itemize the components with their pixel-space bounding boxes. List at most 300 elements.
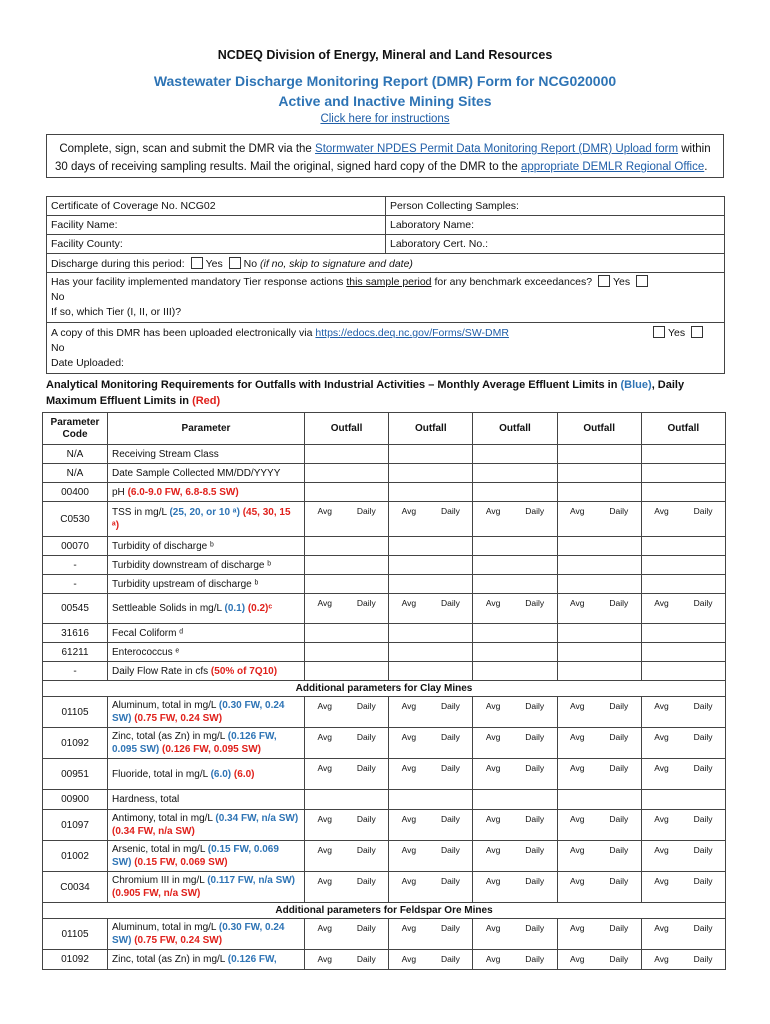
outfall-entry-cell[interactable] (557, 575, 641, 594)
table-row (43, 810, 726, 841)
section-subheading-row (43, 903, 726, 919)
outfall-entry-cell[interactable] (641, 464, 725, 483)
outfall-entry-cell[interactable] (557, 594, 641, 624)
outfall-entry-cell[interactable] (641, 950, 725, 970)
table-row (43, 575, 726, 594)
daily-label: Daily (441, 763, 460, 773)
parameter-code: N/A (43, 464, 108, 483)
outfall-entry-cell[interactable] (641, 537, 725, 556)
section-subheading: Additional parameters for Clay Mines (43, 681, 726, 697)
outfall-entry-cell[interactable] (305, 790, 389, 810)
daily-label: Daily (525, 845, 545, 855)
daily-label: Daily (693, 845, 713, 855)
outfall-entry-cell[interactable] (557, 643, 641, 662)
outfall-entry-cell[interactable] (305, 919, 389, 950)
daily-label: Daily (693, 763, 713, 773)
parameter-cell (108, 594, 305, 624)
daily-label: Daily (609, 763, 629, 773)
daily-max-limit: (0.75 FW, 0.24 SW) (134, 713, 223, 724)
table-row (43, 464, 726, 483)
avg-label: Avg (654, 814, 669, 824)
avg-label: Avg (654, 598, 669, 608)
avg-label: Avg (485, 876, 501, 886)
outfall-entry-cell[interactable] (389, 790, 473, 810)
outfall-entry-cell[interactable] (641, 697, 725, 728)
avg-label: Avg (317, 845, 332, 855)
upload-no-checkbox[interactable] (691, 326, 703, 338)
edocs-link[interactable]: https://edocs.deq.nc.gov/Forms/SW-DMR (315, 327, 509, 339)
outfall-entry-cell[interactable] (557, 872, 641, 903)
monthly-limit: (0.126 FW, 0.095 SW) (112, 731, 277, 755)
discharge-row: Discharge during this period: Yes No (if no, skip to signature and date) (47, 254, 725, 273)
daily-label: Daily (356, 954, 376, 964)
tier-which-field[interactable]: If so, which Tier (I, II, or III)? (51, 306, 182, 318)
daily-label: Daily (609, 845, 629, 855)
table-row (43, 624, 726, 643)
parameter-cell (108, 556, 305, 575)
lab-cert-field[interactable]: Laboratory Cert. No.: (386, 235, 725, 254)
outfall-entry-cell[interactable] (473, 728, 557, 759)
daily-label: Daily (356, 701, 376, 711)
avg-label: Avg (401, 506, 417, 516)
tier-yes-checkbox[interactable] (598, 275, 610, 287)
daily-label: Daily (693, 954, 713, 964)
outfall-entry-cell[interactable] (389, 502, 473, 537)
outfall-entry-cell[interactable] (389, 697, 473, 728)
daily-max-limit: (6.0-9.0 FW, 6.8-8.5 SW) (127, 486, 239, 498)
avg-label: Avg (485, 732, 501, 742)
parameter-cell (108, 950, 305, 970)
outfall-entry-cell[interactable] (641, 445, 725, 464)
parameter-label: TSS in mg/L (112, 507, 170, 518)
avg-label: Avg (485, 845, 501, 855)
monthly-limit: (0.15 FW, 0.069 SW) (112, 844, 279, 868)
outfall-entry-cell[interactable] (473, 810, 557, 841)
avg-label: Avg (570, 845, 585, 855)
daily-label: Daily (525, 506, 545, 516)
outfall-entry-cell[interactable] (389, 919, 473, 950)
parameter-cell (108, 872, 305, 903)
parameter-code: 00900 (43, 790, 108, 810)
table-row (43, 790, 726, 810)
avg-label: Avg (401, 814, 417, 824)
avg-label: Avg (401, 876, 417, 886)
facility-info-table (46, 196, 725, 374)
outfall-entry-cell[interactable] (473, 790, 557, 810)
outfall-entry-cell[interactable] (473, 697, 557, 728)
outfall-entry-cell[interactable] (473, 950, 557, 970)
table-row (43, 841, 726, 872)
avg-label: Avg (485, 506, 501, 516)
outfall-entry-cell[interactable] (641, 594, 725, 624)
coverage-field[interactable]: Certificate of Coverage No. NCG02 (47, 197, 386, 216)
parameter-code: 00951 (43, 759, 108, 790)
avg-label: Avg (401, 598, 417, 608)
parameter-cell (108, 697, 305, 728)
outfall-entry-cell[interactable] (641, 872, 725, 903)
avg-label: Avg (654, 506, 669, 516)
upload-row: A copy of this DMR has been uploaded electronically via https://edocs.deq.nc.gov/Forms/SW-DMR Yes No Date Uploaded: (47, 323, 725, 374)
parameter-code: 01105 (43, 919, 108, 950)
outfall-entry-cell[interactable] (389, 872, 473, 903)
outfall-entry-cell[interactable] (641, 790, 725, 810)
outfall-entry-cell[interactable] (305, 445, 389, 464)
outfall-entry-cell[interactable] (473, 575, 557, 594)
monthly-limit: (0.30 FW, 0.24 SW) (112, 700, 285, 724)
daily-label: Daily (609, 954, 629, 964)
outfall-entry-cell[interactable] (305, 872, 389, 903)
outfall-entry-cell[interactable] (641, 575, 725, 594)
daily-label: Daily (356, 876, 376, 886)
avg-label: Avg (570, 506, 585, 516)
outfall-entry-cell[interactable] (305, 575, 389, 594)
tier-row: Has your facility implemented mandatory Tier response actions this sample period for any benchmark exceedances? Yes No If so, which Tier (I, II, or III)? (47, 273, 725, 323)
outfall-entry-cell[interactable] (305, 556, 389, 575)
daily-label: Daily (441, 506, 460, 516)
monthly-limit: (0.117 FW, n/a SW) (207, 875, 296, 886)
avg-label: Avg (485, 814, 501, 824)
daily-label: Daily (693, 923, 713, 933)
outfall-entry-cell[interactable] (641, 483, 725, 502)
outfall-entry-cell[interactable] (557, 445, 641, 464)
outfall-entry-cell[interactable] (557, 537, 641, 556)
parameter-label: Aluminum, total in mg/L (112, 700, 219, 711)
outfall-entry-cell[interactable] (389, 464, 473, 483)
monthly-limit: (0.1) (224, 603, 248, 614)
avg-label: Avg (654, 954, 669, 964)
outfall-entry-cell[interactable] (305, 950, 389, 970)
avg-label: Avg (317, 763, 332, 773)
table-row (43, 556, 726, 575)
outfall-entry-cell[interactable] (305, 537, 389, 556)
upload-yes-checkbox[interactable] (653, 326, 665, 338)
daily-label: Daily (441, 845, 460, 855)
form-subtitle: Active and Inactive Mining Sites (278, 93, 492, 109)
outfall-entry-cell[interactable] (389, 759, 473, 790)
outfall-entry-cell[interactable] (557, 624, 641, 643)
col-outfall-4[interactable]: Outfall (557, 413, 641, 445)
outfall-entry-cell[interactable] (473, 841, 557, 872)
daily-label: Daily (525, 814, 545, 824)
parameter-cell (108, 624, 305, 643)
monthly-limit: (0.30 FW, 0.24 SW) (112, 922, 285, 946)
outfall-entry-cell[interactable] (641, 624, 725, 643)
parameter-code: 01105 (43, 697, 108, 728)
parameter-label: Enterococcus ᵉ (112, 646, 180, 658)
daily-label: Daily (609, 506, 629, 516)
daily-label: Daily (609, 598, 629, 608)
parameter-code: - (43, 575, 108, 594)
parameter-label: Arsenic, total in mg/L (112, 844, 208, 855)
col-outfall-3[interactable]: Outfall (473, 413, 557, 445)
parameter-code: 61211 (43, 643, 108, 662)
outfall-entry-cell[interactable] (473, 483, 557, 502)
parameter-cell (108, 919, 305, 950)
avg-label: Avg (570, 732, 585, 742)
facility-name-field[interactable]: Facility Name: (47, 216, 386, 235)
parameter-cell (108, 502, 305, 537)
notice-box: Complete, sign, scan and submit the DMR via the Stormwater NPDES Permit Data Monitoring Report (DMR) Upload form within 30 days of receiving sampling results. Mail the original, signed hard copy of the DMR to the appropriate DEMLR Regional Office. (46, 134, 724, 178)
outfall-entry-cell[interactable] (557, 950, 641, 970)
outfall-entry-cell[interactable] (305, 594, 389, 624)
parameter-cell (108, 810, 305, 841)
outfall-entry-cell[interactable] (389, 643, 473, 662)
avg-label: Avg (485, 954, 501, 964)
outfall-entry-cell[interactable] (473, 464, 557, 483)
daily-label: Daily (441, 732, 460, 742)
monthly-limit: (25, 20, or 10 ᵃ) (169, 507, 243, 518)
outfall-entry-cell[interactable] (305, 502, 389, 537)
section-subheading: Additional parameters for Feldspar Ore Mines (43, 903, 726, 919)
parameter-code: 01097 (43, 810, 108, 841)
outfall-entry-cell[interactable] (557, 502, 641, 537)
avg-label: Avg (317, 732, 332, 742)
daily-label: Daily (525, 598, 545, 608)
date-uploaded-field[interactable]: Date Uploaded: (51, 357, 124, 369)
avg-label: Avg (570, 923, 585, 933)
parameter-label: Zinc, total (as Zn) in mg/L (112, 954, 228, 965)
discharge-no-checkbox[interactable] (229, 257, 241, 269)
col-outfall-1[interactable]: Outfall (305, 413, 389, 445)
monitoring-table (42, 412, 726, 970)
daily-max-limit: (0.2)ᶜ (247, 603, 273, 614)
daily-label: Daily (609, 732, 629, 742)
section-heading: Analytical Monitoring Requirements for Outfalls with Industrial Activities – Monthly Average Effluent Limits in (Blue), Daily Maximum Effluent Limits in (Red) (46, 379, 685, 407)
table-row (43, 445, 726, 464)
outfall-entry-cell[interactable] (305, 662, 389, 681)
avg-label: Avg (317, 598, 332, 608)
table-row (43, 728, 726, 759)
monthly-limit: (0.126 FW, (227, 954, 277, 965)
parameter-cell (108, 759, 305, 790)
outfall-entry-cell[interactable] (305, 759, 389, 790)
daily-label: Daily (441, 598, 460, 608)
table-row (43, 643, 726, 662)
avg-label: Avg (485, 701, 501, 711)
avg-label: Avg (317, 506, 332, 516)
outfall-entry-cell[interactable] (473, 502, 557, 537)
outfall-entry-cell[interactable] (389, 575, 473, 594)
regional-office-link[interactable]: appropriate DEMLR Regional Office (521, 161, 705, 173)
daily-max-limit: (45, 30, 15 ᵃ) (112, 507, 291, 531)
outfall-entry-cell[interactable] (305, 483, 389, 502)
outfall-entry-cell[interactable] (305, 464, 389, 483)
outfall-entry-cell[interactable] (305, 697, 389, 728)
parameter-label: Daily Flow Rate in cfs (112, 665, 211, 677)
monthly-limit: (6.0) (210, 768, 234, 780)
outfall-entry-cell[interactable] (473, 624, 557, 643)
outfall-entry-cell[interactable] (305, 728, 389, 759)
avg-label: Avg (570, 876, 585, 886)
outfall-entry-cell[interactable] (473, 643, 557, 662)
parameter-code: N/A (43, 445, 108, 464)
daily-label: Daily (441, 701, 460, 711)
daily-label: Daily (525, 732, 545, 742)
col-outfall-5[interactable]: Outfall (641, 413, 725, 445)
col-parameter-code: Parameter Code (43, 413, 108, 445)
outfall-entry-cell[interactable] (557, 464, 641, 483)
daily-label: Daily (525, 954, 545, 964)
parameter-code: 00400 (43, 483, 108, 502)
outfall-entry-cell[interactable] (557, 759, 641, 790)
outfall-entry-cell[interactable] (389, 556, 473, 575)
parameter-cell (108, 483, 305, 502)
instructions-link[interactable]: Click here for instructions (320, 113, 450, 125)
outfall-entry-cell[interactable] (305, 643, 389, 662)
daily-label: Daily (609, 701, 629, 711)
table-row (43, 483, 726, 502)
outfall-entry-cell[interactable] (557, 728, 641, 759)
outfall-entry-cell[interactable] (557, 841, 641, 872)
outfall-entry-cell[interactable] (473, 872, 557, 903)
section-subheading-row (43, 681, 726, 697)
daily-label: Daily (693, 598, 713, 608)
parameter-cell (108, 643, 305, 662)
daily-label: Daily (441, 954, 460, 964)
outfall-entry-cell[interactable] (641, 759, 725, 790)
parameter-code: 01002 (43, 841, 108, 872)
outfall-entry-cell[interactable] (557, 483, 641, 502)
col-outfall-2[interactable]: Outfall (389, 413, 473, 445)
parameter-cell (108, 445, 305, 464)
avg-label: Avg (485, 763, 501, 773)
parameter-cell (108, 464, 305, 483)
outfall-entry-cell[interactable] (473, 556, 557, 575)
monthly-limit: (0.34 FW, n/a SW) (215, 813, 299, 824)
outfall-entry-cell[interactable] (389, 950, 473, 970)
outfall-entry-cell[interactable] (473, 759, 557, 790)
parameter-label: Settleable Solids in mg/L (112, 603, 225, 614)
avg-label: Avg (570, 763, 585, 773)
avg-label: Avg (485, 923, 501, 933)
discharge-yes-checkbox[interactable] (191, 257, 203, 269)
avg-label: Avg (485, 598, 501, 608)
parameter-cell (108, 790, 305, 810)
outfall-entry-cell[interactable] (641, 502, 725, 537)
parameter-label: Date Sample Collected MM/DD/YYYY (112, 467, 281, 479)
daily-max-limit: (0.34 FW, n/a SW) (112, 826, 195, 837)
avg-label: Avg (570, 701, 585, 711)
outfall-entry-cell[interactable] (641, 556, 725, 575)
parameter-label: Chromium III in mg/L (112, 875, 208, 886)
outfall-entry-cell[interactable] (473, 445, 557, 464)
parameter-code: 00545 (43, 594, 108, 624)
daily-label: Daily (693, 814, 713, 824)
daily-label: Daily (441, 923, 460, 933)
daily-label: Daily (356, 732, 376, 742)
outfall-entry-cell[interactable] (305, 810, 389, 841)
parameter-code: 00070 (43, 537, 108, 556)
outfall-entry-cell[interactable] (305, 841, 389, 872)
outfall-entry-cell[interactable] (557, 697, 641, 728)
daily-label: Daily (356, 506, 376, 516)
outfall-entry-cell[interactable] (389, 624, 473, 643)
table-row (43, 502, 726, 537)
collector-field[interactable]: Person Collecting Samples: (386, 197, 725, 216)
table-row (43, 950, 726, 970)
daily-label: Daily (525, 763, 545, 773)
table-row (43, 759, 726, 790)
parameter-label: Hardness, total (112, 794, 180, 805)
avg-label: Avg (570, 954, 585, 964)
daily-label: Daily (356, 814, 376, 824)
parameter-cell (108, 662, 305, 681)
outfall-entry-cell[interactable] (389, 594, 473, 624)
daily-label: Daily (609, 923, 629, 933)
parameter-code: 01092 (43, 728, 108, 759)
outfall-entry-cell[interactable] (557, 810, 641, 841)
outfall-entry-cell[interactable] (641, 728, 725, 759)
outfall-entry-cell[interactable] (389, 445, 473, 464)
parameter-label: Fluoride, total in mg/L (112, 768, 211, 780)
outfall-entry-cell[interactable] (389, 483, 473, 502)
county-field[interactable]: Facility County: (47, 235, 386, 254)
lab-name-field[interactable]: Laboratory Name: (386, 216, 725, 235)
avg-label: Avg (654, 923, 669, 933)
outfall-entry-cell[interactable] (473, 919, 557, 950)
daily-max-limit: (0.126 FW, 0.095 SW) (162, 744, 261, 755)
avg-label: Avg (401, 845, 417, 855)
outfall-entry-cell[interactable] (557, 662, 641, 681)
outfall-entry-cell[interactable] (389, 537, 473, 556)
outfall-entry-cell[interactable] (473, 594, 557, 624)
parameter-label: Aluminum, total in mg/L (112, 922, 219, 933)
avg-label: Avg (317, 954, 332, 964)
outfall-entry-cell[interactable] (641, 662, 725, 681)
outfall-entry-cell[interactable] (389, 810, 473, 841)
form-title: Wastewater Discharge Monitoring Report (DMR) Form for NCG020000 (153, 73, 617, 89)
parameter-label: Zinc, total (as Zn) in mg/L (112, 731, 228, 742)
avg-label: Avg (401, 923, 417, 933)
outfall-entry-cell[interactable] (641, 643, 725, 662)
table-row (43, 594, 726, 624)
outfall-entry-cell[interactable] (557, 556, 641, 575)
outfall-entry-cell[interactable] (389, 662, 473, 681)
outfall-entry-cell[interactable] (389, 728, 473, 759)
daily-label: Daily (693, 732, 713, 742)
parameter-cell (108, 537, 305, 556)
parameter-label: Fecal Coliform ᵈ (112, 627, 184, 639)
avg-label: Avg (654, 876, 669, 886)
upload-form-link[interactable]: Stormwater NPDES Permit Data Monitoring Report (DMR) Upload form (315, 143, 679, 155)
daily-max-limit: (50% of 7Q10) (210, 665, 278, 677)
outfall-entry-cell[interactable] (641, 919, 725, 950)
parameter-label: Antimony, total in mg/L (112, 813, 216, 824)
agency-name: NCDEQ Division of Energy, Mineral and Land Resources (217, 48, 553, 62)
outfall-entry-cell[interactable] (557, 790, 641, 810)
parameter-label: Turbidity upstream of discharge ᵇ (112, 578, 259, 590)
tier-no-checkbox[interactable] (636, 275, 648, 287)
outfall-entry-cell[interactable] (389, 841, 473, 872)
outfall-entry-cell[interactable] (557, 919, 641, 950)
outfall-entry-cell[interactable] (473, 537, 557, 556)
daily-label: Daily (441, 814, 460, 824)
daily-max-limit: (6.0) (233, 768, 255, 780)
parameter-cell (108, 841, 305, 872)
daily-label: Daily (356, 763, 376, 773)
outfall-entry-cell[interactable] (305, 624, 389, 643)
daily-label: Daily (525, 701, 545, 711)
avg-label: Avg (401, 701, 417, 711)
daily-label: Daily (609, 876, 629, 886)
outfall-entry-cell[interactable] (473, 662, 557, 681)
table-row (43, 872, 726, 903)
outfall-entry-cell[interactable] (641, 841, 725, 872)
table-row (43, 697, 726, 728)
table-row (43, 919, 726, 950)
outfall-entry-cell[interactable] (641, 810, 725, 841)
table-row (43, 537, 726, 556)
